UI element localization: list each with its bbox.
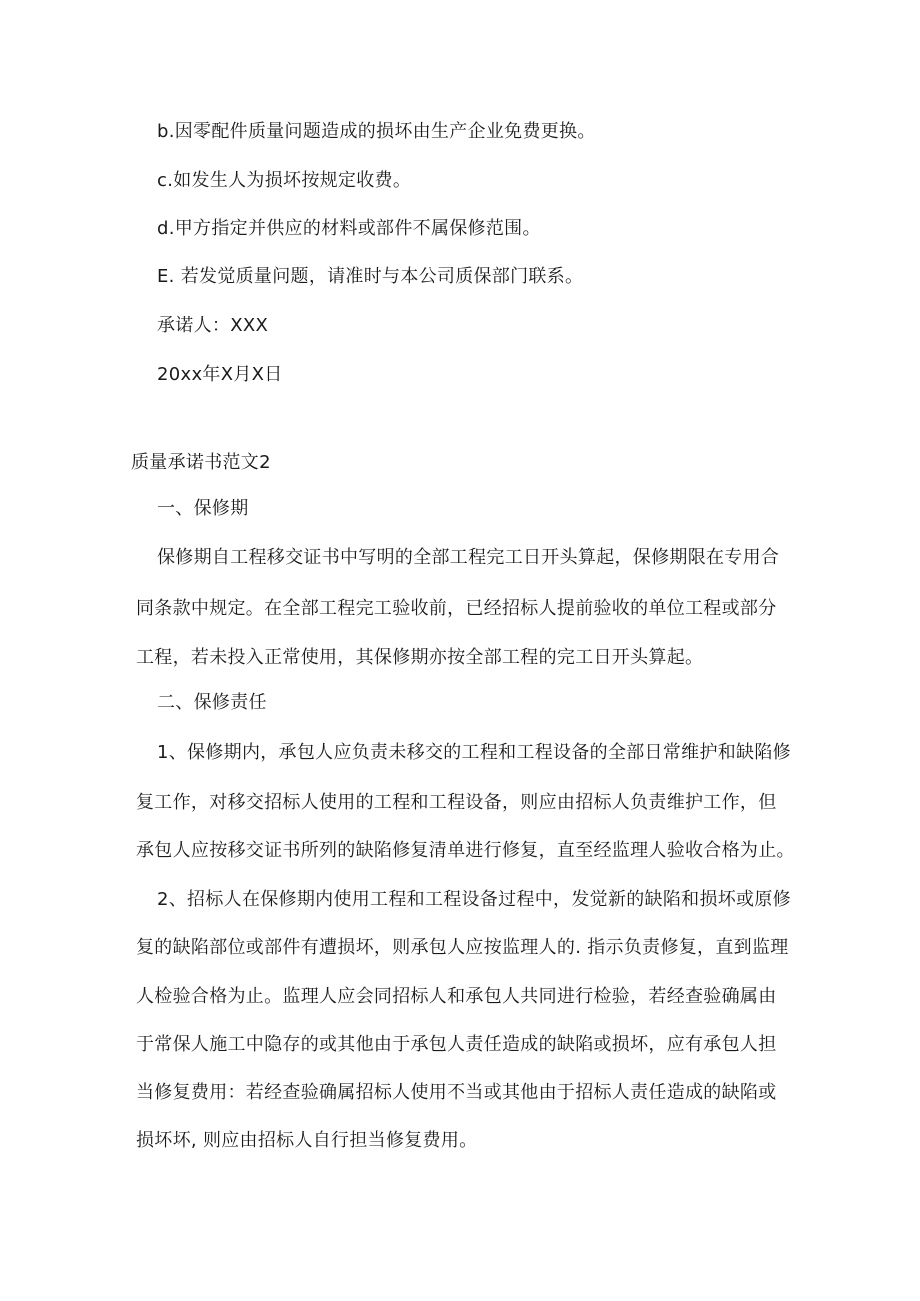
paragraph-line: 2、招标人在保修期内使用工程和工程设备过程中，发觉新的缺陷和损坏或原修 xyxy=(157,889,791,910)
signatory: 承诺人：XXX xyxy=(157,315,269,336)
paragraph-line: 承包人应按移交证书所列的缺陷修复清单进行修复，直至经监理人验收合格为止。 xyxy=(136,840,795,861)
paragraph-line: 保修期自工程移交证书中写明的全部工程完工日开头算起，保修期限在专用合 xyxy=(157,547,780,568)
list-item-d: d.甲方指定并供应的材料或部件不属保修范围。 xyxy=(157,218,541,239)
list-item-c: c.如发生人为损坏按规定收费。 xyxy=(157,170,412,191)
paragraph-line: 同条款中规定。在全部工程完工验收前，已经招标人提前验收的单位工程或部分 xyxy=(136,598,777,619)
heading-warranty-responsibility: 二、保修责任 xyxy=(157,692,267,713)
list-item-e: E. 若发觉质量问题，请准时与本公司质保部门联系。 xyxy=(157,266,584,287)
paragraph-line: 复工作，对移交招标人使用的工程和工程设备，则应由招标人负责维护工作，但 xyxy=(136,792,777,813)
paragraph-line: 工程，若未投入正常使用，其保修期亦按全部工程的完工日开头算起。 xyxy=(136,647,704,668)
paragraph-line: 1、保修期内，承包人应负责未移交的工程和工程设备的全部日常维护和缺陷修 xyxy=(157,742,791,763)
paragraph-line: 当修复费用：若经查验确属招标人使用不当或其他由于招标人责任造成的缺陷或 xyxy=(136,1082,777,1103)
paragraph-line: 于常保人施工中隐存的或其他由于承包人责任造成的缺陷或损坏，应有承包人担 xyxy=(136,1034,777,1055)
paragraph-line: 人检验合格为止。监理人应会同招标人和承包人共同进行检验，若经查验确属由 xyxy=(136,986,777,1007)
date: 20xx年X月X日 xyxy=(157,364,283,385)
paragraph-line: 复的缺陷部位或部件有遭损坏，则承包人应按监理人的. 指示负责修复，直到监理 xyxy=(136,937,789,958)
paragraph-line: 损坏坏, 则应由招标人自行担当修复费用。 xyxy=(136,1130,478,1151)
list-item-b: b.因零配件质量问题造成的损坏由生产企业免费更换。 xyxy=(157,121,596,142)
heading-warranty-period: 一、保修期 xyxy=(157,498,249,519)
section-title: 质量承诺书范文2 xyxy=(131,452,271,473)
